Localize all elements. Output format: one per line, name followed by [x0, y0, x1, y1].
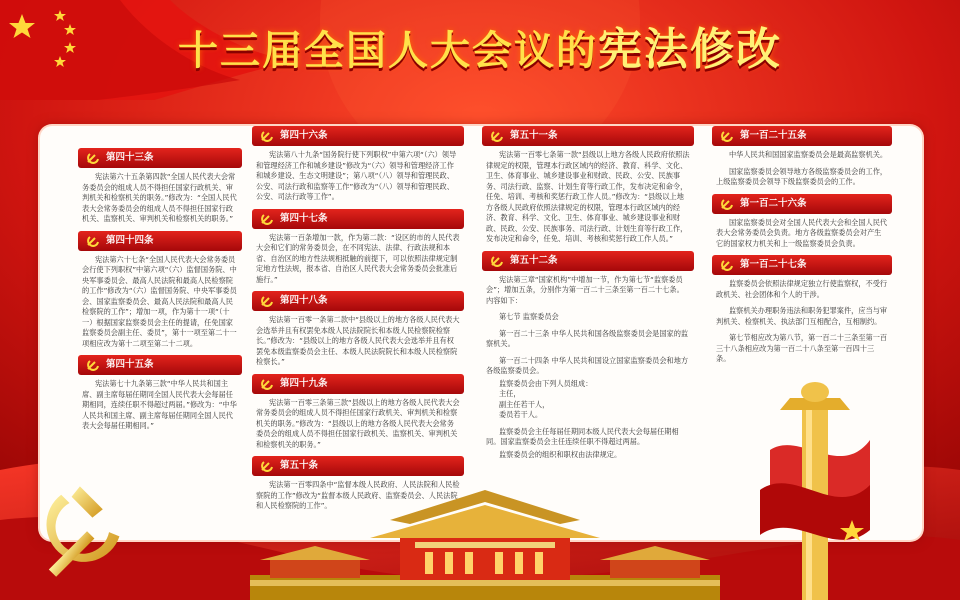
section-text: 中华人民共和国国家监察委员会是最高监察机关。 [728, 150, 888, 159]
section-text: 宪法第一百零七条第一款“县级以上地方各级人民政府依照法律规定的权限，管理本行政区域内的经济、教育、科学、文化、卫生、体育事业、城乡建设事业和财政、民政、公安、民族事务、司法行政、监察、计划生育等行政工作，发布决定和命令，任免、培训、考核和奖惩行政工作人员。”修改为：“县级以上地方各级人民政府依照法律规定的权限，管理本行政区域内的经济、教育、科学、文化、卫生、体育事业、城乡建设事业和财政、民政、公安、民族事务、司法行政、计划生育等行政工作，发布决定和命令，任免、培训、考核和奖惩行政工作人员。” [486, 150, 690, 243]
section-text: 宪法第六十七条“全国人民代表大会常务委员会行使下列职权”中第六项“（六）监督国务院、中央军事委员会、最高人民法院和最高人民检察院的工作”修改为“（六）监督国务院、中央军事委员会、国家监察委员会、最高人民法院和最高人民检察院的工作”；增加一项，作为第十一项“（十一）根据国家监察委员会主任的提请，任免国家监察委员会副主任、委员”，第十一项至第二十一项相应改为第十二项至第二十二项。 [82, 254, 237, 348]
page-title [0, 24, 960, 77]
section-header: 第一百二十六条 [712, 194, 892, 214]
section-header: 第四十八条 [252, 291, 464, 311]
section-text: 国家监察委员会领导地方各级监察委员会的工作，上级监察委员会领导下级监察委员会的工作。 [716, 166, 888, 186]
section-text: 第七节相应改为第八节，第一百二十三条至第一百三十八条相应改为第一百二十八条至第一百四十三条。 [716, 333, 888, 363]
section-text: 监察委员会主任每届任期同本级人民代表大会每届任期相同。国家监察委员会主任连续任职不得超过两届。 [486, 426, 679, 446]
section-header: 第五十条 [252, 456, 464, 476]
section-header: 第四十四条 [78, 231, 242, 251]
section-header: 第四十九条 [252, 374, 464, 394]
section-text: 第一百二十四条 中华人民共和国设立国家监察委员会和地方各级监察委员会。 [486, 355, 689, 375]
section-text: 监察委员会由下列人员组成： [498, 378, 593, 388]
party-emblem-icon [86, 151, 100, 165]
party-emblem-icon [490, 129, 504, 143]
column-3 [482, 126, 694, 466]
party-emblem-icon [30, 476, 134, 580]
section-header: 第五十一条 [482, 126, 694, 146]
section-text: 监察委员会的组织和职权由法律规定。 [498, 449, 622, 459]
section-header: 第四十六条 [252, 126, 464, 146]
palace-illustration [250, 480, 720, 600]
party-emblem-icon [86, 358, 100, 372]
party-emblem-icon [260, 377, 274, 391]
section-header: 第四十五条 [78, 355, 242, 375]
section-text: 第七节 监察委员会 [498, 312, 559, 321]
party-emblem-icon [260, 294, 274, 308]
party-emblem-icon [260, 459, 274, 473]
party-emblem-icon [720, 258, 734, 272]
column-1 [78, 148, 242, 438]
section-text: 主任， [498, 389, 521, 398]
section-text: 国家监察委员会对全国人民代表大会和全国人民代表大会常务委员会负责。地方各级监察委员会对产生它的国家权力机关和上一级监察委员会负责。 [716, 217, 888, 248]
section-header: 第四十七条 [252, 209, 464, 229]
section-text: 监察委员会依照法律规定独立行使监察权，不受行政机关、社会团体和个人的干涉。 [716, 279, 888, 299]
party-emblem-icon [490, 254, 504, 268]
section-header: 第一百二十七条 [712, 255, 892, 275]
section-text: 宪法第一百零三条第三款“县级以上的地方各级人民代表大会常务委员会的组成人员不得担任国家行政机关、审判机关和检察机关的职务。”修改为：“县级以上的地方各级人民代表大会常务委员会的组成人员不得担任国家行政机关、监察机关、审判机关和检察机关的职务。” [256, 397, 460, 449]
column-2 [252, 126, 464, 518]
section-text: 宪法第一百零一条第二款中“县级以上的地方各级人民代表大会选举并且有权罢免本级人民法院院长和本级人民检察院检察长。”修改为：“县级以上的地方各级人民代表大会选举并且有权罢免本级监察委员会主任、本级人民法院院长和本级人民检察院检察长。” [256, 315, 460, 366]
section-text: 宪法第七十九条第三款“中华人民共和国主席、副主席每届任期同全国人民代表大会每届任期相同，连续任职不得超过两届。”修改为：“中华人民共和国主席、副主席每届任期同全国人民代表大会每届任期相同。” [82, 379, 237, 430]
section-text: 委员若干人。 [498, 410, 543, 419]
section-text: 宪法第六十五条第四款“全国人民代表大会常务委员会的组成人员不得担任国家行政机关、审判机关和检察机关的职务。”修改为：“全国人民代表大会常务委员会的组成人员不得担任国家行政机关、监察机关、审判机关和检察机关的职务。” [82, 172, 237, 223]
section-text: 第一百二十三条 中华人民共和国各级监察委员会是国家的监察机关。 [486, 328, 689, 348]
section-text: 宪法第一百零四条中“监督本级人民政府、人民法院和人民检察院的工作”修改为“监督本级人民政府、监察委员会、人民法院和人民检察院的工作”。 [256, 480, 460, 510]
pillar-illustration [760, 370, 870, 600]
party-emblem-icon [720, 129, 734, 143]
party-emblem-icon [260, 212, 274, 226]
section-header: 第一百二十五条 [712, 126, 892, 146]
column-4 [712, 126, 892, 371]
party-emblem-icon [720, 197, 734, 211]
section-text: 宪法第一百条增加一款，作为第二款：“设区的市的人民代表大会和它们的常务委员会，在不同宪法、法律、行政法规和本省、自治区的地方性法规相抵触的前提下，可以依照法律规定制定地方性法规，报本省、自治区人民代表大会常务委员会批准后施行。” [256, 232, 460, 284]
section-text: 监察机关办理职务违法和职务犯罪案件，应当与审判机关、检察机关、执法部门互相配合，互相制约。 [716, 306, 888, 326]
party-emblem-icon [260, 129, 274, 143]
section-header: 第五十二条 [482, 251, 694, 271]
section-header: 第四十三条 [78, 148, 242, 168]
section-text: 宪法第八十九条“国务院行使下列职权”中第六项“（六）领导和管理经济工作和城乡建设”修改为“（六）领导和管理经济工作和城乡建设、生态文明建设”；第八项“（八）领导和管理民政、公安、司法行政和监察等工作”修改为“（八）领导和管理民政、公安、司法行政等工作”。 [256, 150, 457, 201]
title-prefix: 十三届全国人大会议的 [178, 28, 598, 74]
title-highlight: 宪法修改 [598, 24, 782, 75]
section-text: 副主任若干人， [498, 399, 550, 409]
section-text: 宪法第三章“国家机构”中增加一节，作为第七节“监察委员会”；增加五条，分别作为第一百二十三条至第一百二十七条。内容如下： [486, 274, 684, 305]
party-emblem-icon [86, 234, 100, 248]
